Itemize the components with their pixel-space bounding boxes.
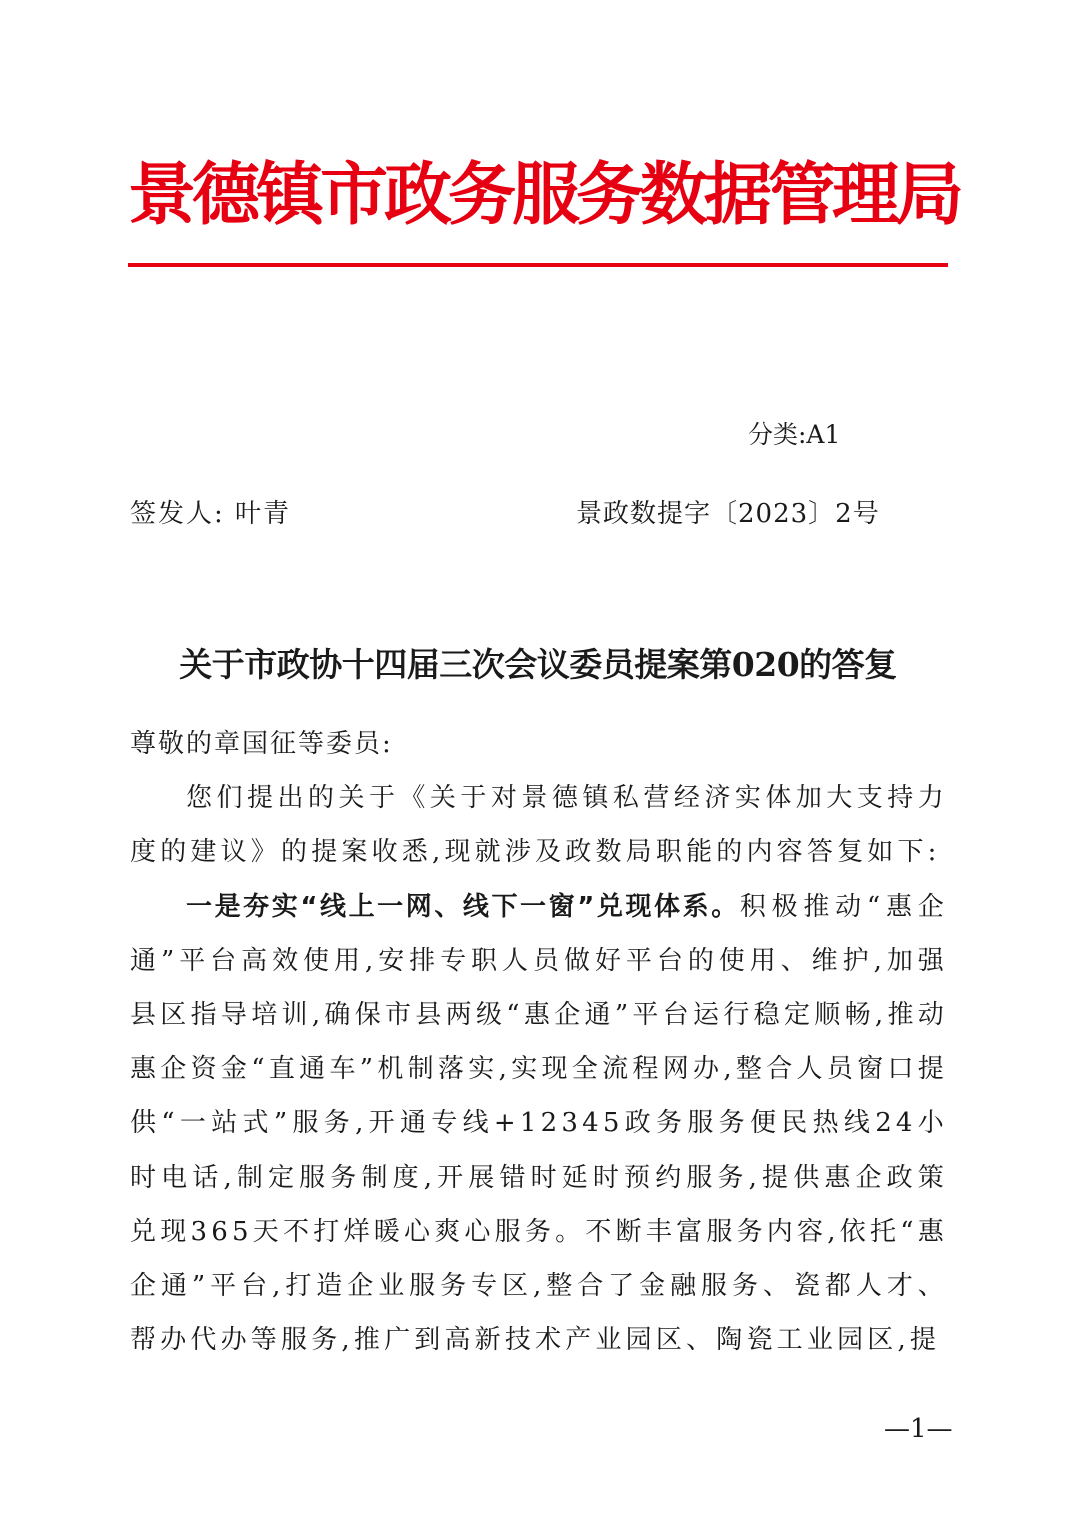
body-paragraph-2 [130, 880, 948, 1368]
red-divider-line [128, 263, 948, 267]
agency-masthead: 景德镇市政务服务数据管理局 [128, 155, 961, 235]
document-body [130, 717, 948, 1367]
document-number: 景政数提字〔2023〕2号 [576, 499, 880, 529]
paragraph-2-text: 积极推动“惠企通”平台高效使用,安排专职人员做好平台的使用、维护,加强县区指导培训,确保市县两级“惠企通”平台运行稳定顺畅,推动惠企资金“直通车”机制落实,实现全流程网办,整合人员窗口提供“一站式”服务,开通专线+12345政务服务便民热线24小时电话,制定服务制度,开展错时延时预约服务,提供惠企政策兑现365天不打烊暖心爽心服务。不断丰富服务内容,依托“惠企通”平台,打造企业服务专区,整合了金融服务、瓷都人才、帮办代办等服务,推广到高新技术产业园区、陶瓷工业园区,提 [130, 891, 948, 1356]
classification-label: 分类:A1 [748, 420, 841, 449]
paragraph-2-lead: 一是夯实“线上一网、线下一窗”兑现体系。 [186, 891, 740, 922]
salutation: 尊敬的章国征等委员: [130, 729, 393, 759]
body-paragraph-1: 您们提出的关于《关于对景德镇私营经济实体加大支持力度的建议》的提案收悉,现就涉及政数局职能的内容答复如下: [130, 783, 948, 868]
signer-label: 签发人: 叶青 [130, 499, 292, 529]
page-number: —1— [884, 1414, 953, 1444]
document-title: 关于市政协十四届三次会议委员提案第020的答复 [179, 645, 897, 684]
